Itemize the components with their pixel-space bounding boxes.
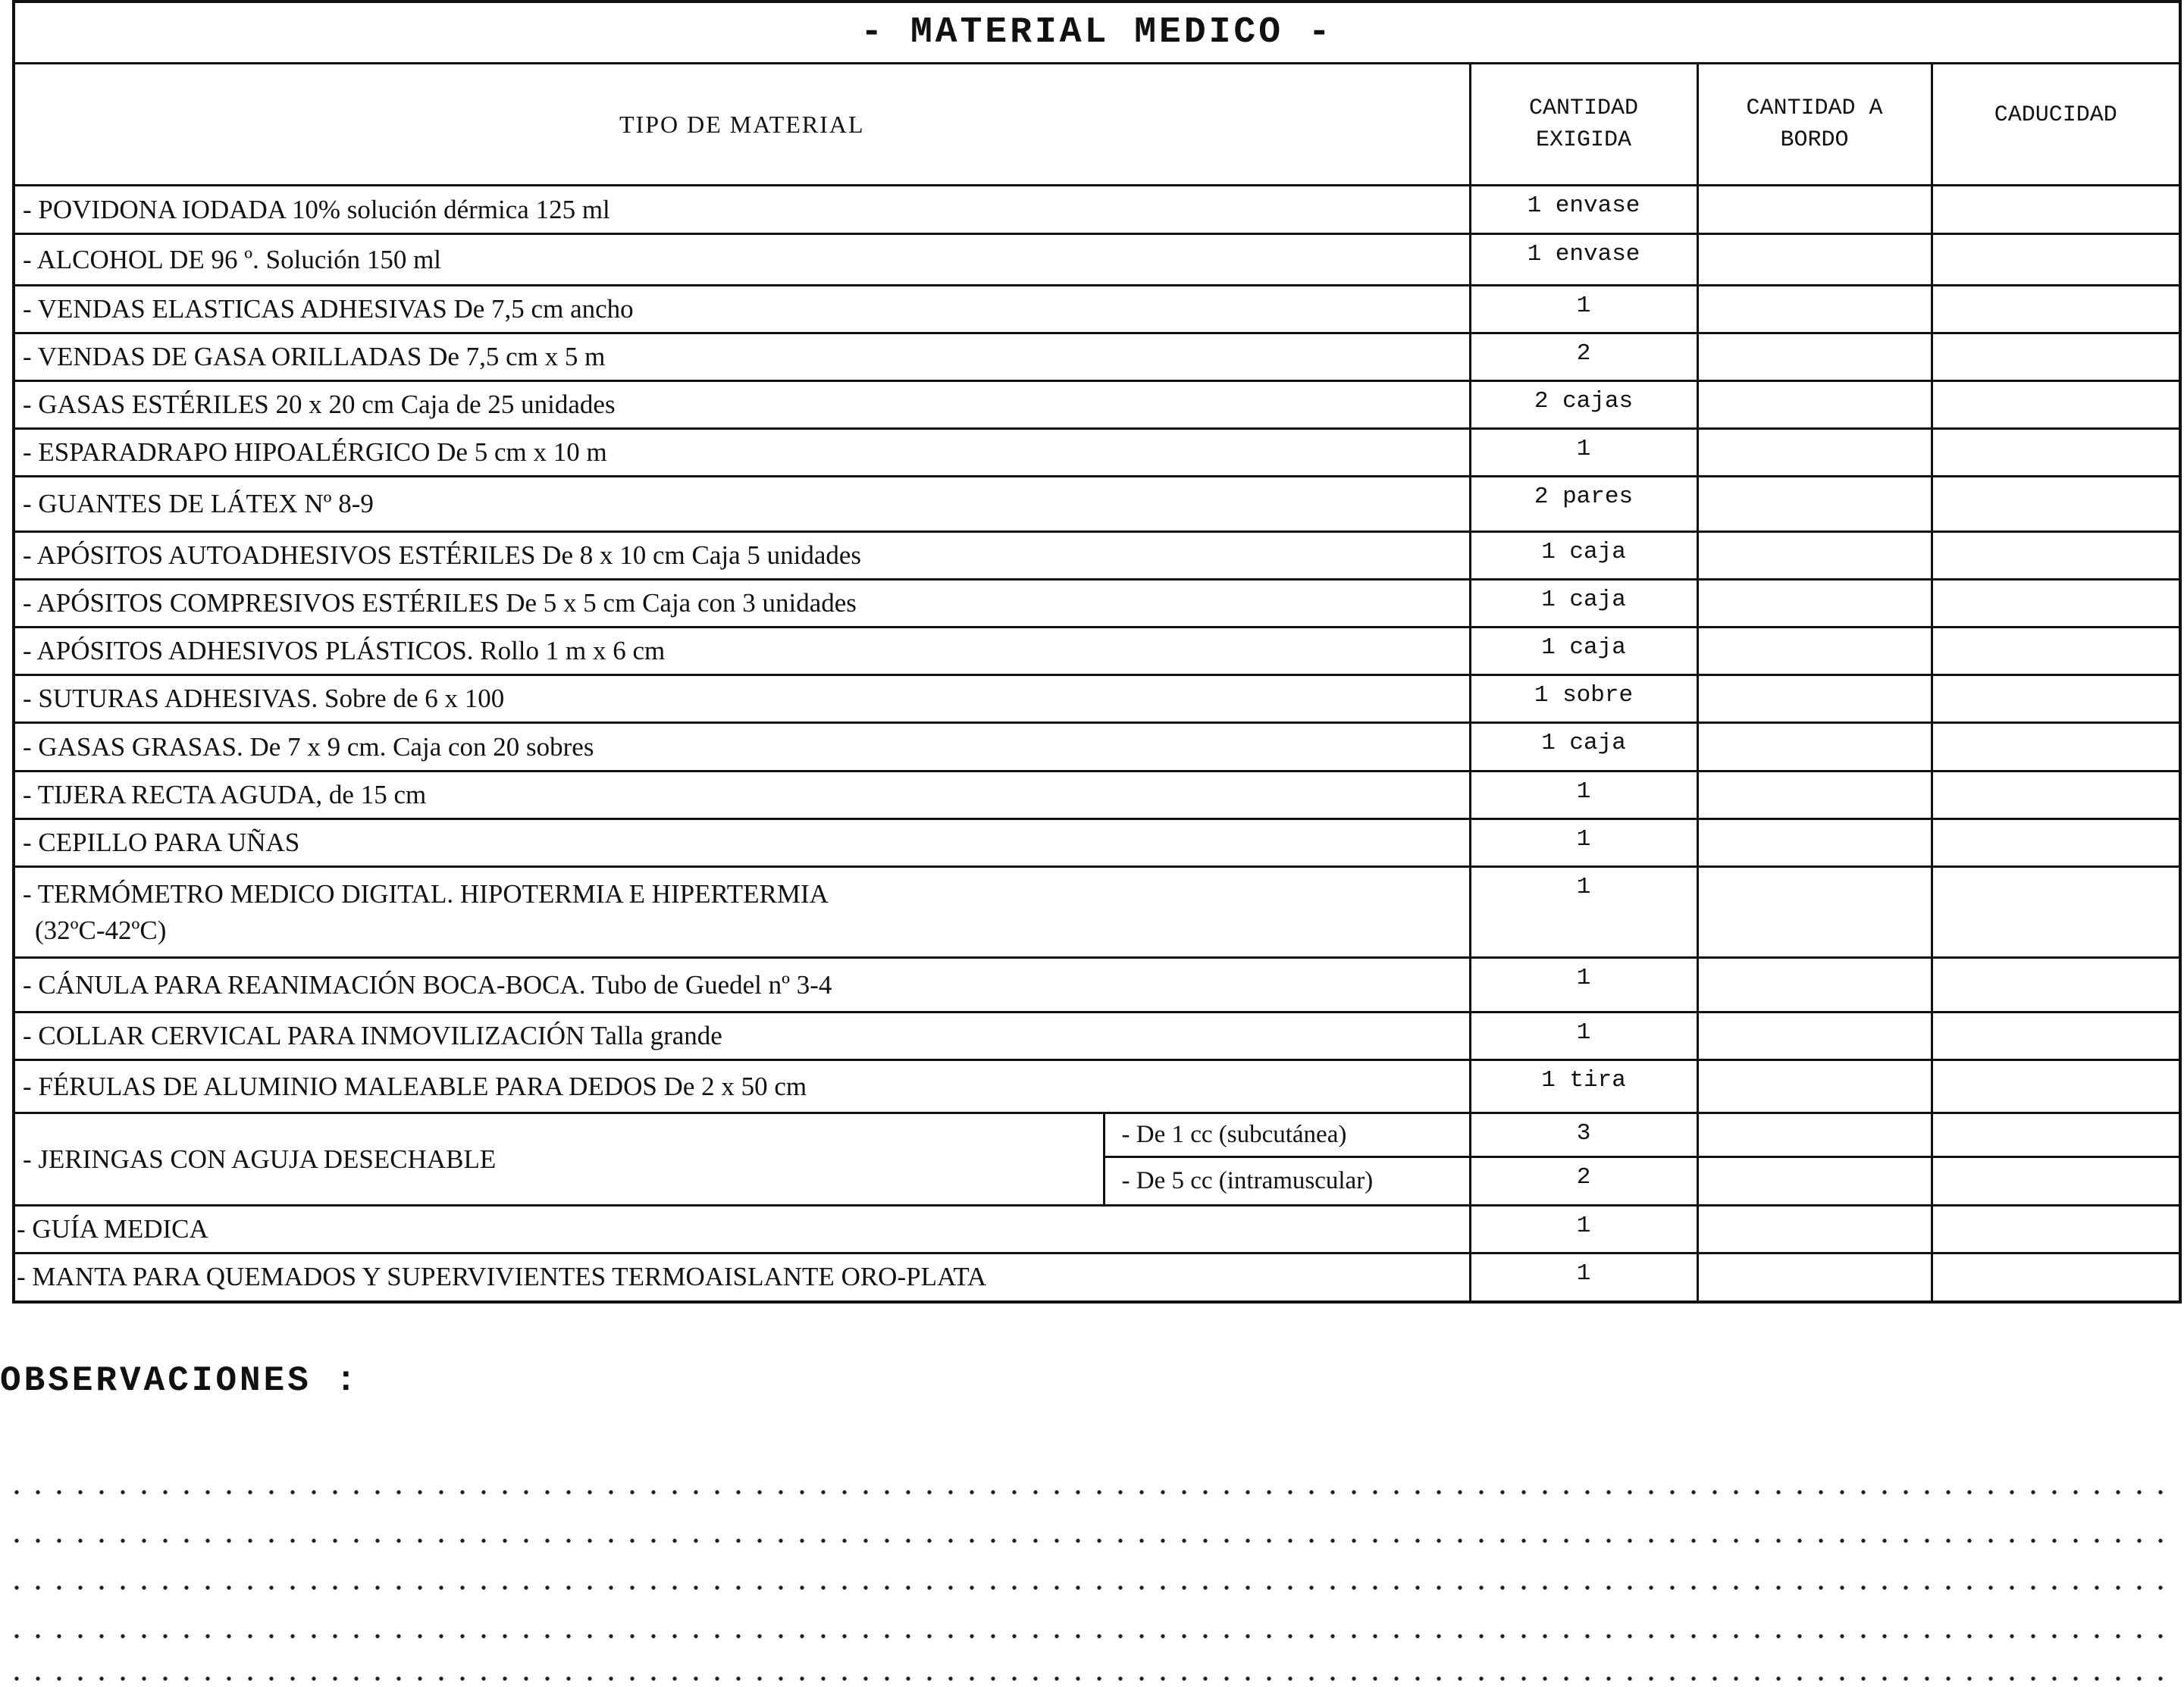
jeringas-item: - JERINGAS CON AGUJA DESECHABLE [14,1113,1104,1206]
table-row [14,772,2180,819]
table-row [14,381,2180,429]
table-row [14,675,2180,723]
cantidad-a-bordo-cell[interactable] [1697,723,1932,772]
cantidad-a-bordo-cell[interactable] [1697,1254,1932,1302]
caducidad-cell[interactable] [1932,772,2180,819]
row-item [14,867,1470,958]
table-row [14,477,2180,532]
table-row [14,1060,2180,1113]
row-qty: 1 [1470,867,1697,958]
cantidad-a-bordo-cell[interactable] [1697,186,1932,234]
caducidad-cell[interactable] [1932,1013,2180,1060]
header-cantidad-a-bordo-line2: BORDO [1780,127,1849,153]
cantidad-a-bordo-cell[interactable] [1697,381,1932,429]
row-qty: 1 [1470,958,1697,1013]
row-qty: 1 [1470,1254,1697,1302]
row-item-line2: (32ºC-42ºC) [35,915,167,945]
cantidad-a-bordo-cell[interactable] [1697,429,1932,477]
row-item: - ESPARADRAPO HIPOALÉRGICO De 5 cm x 10 m [14,429,1470,477]
caducidad-cell[interactable] [1932,628,2180,675]
cantidad-a-bordo-cell[interactable] [1697,772,1932,819]
caducidad-cell[interactable] [1932,381,2180,429]
caducidad-cell[interactable] [1932,532,2180,580]
row-qty: 1 [1470,1206,1697,1254]
caducidad-cell[interactable] [1932,675,2180,723]
table-row [14,723,2180,772]
row-item: - FÉRULAS DE ALUMINIO MALEABLE PARA DEDOS De 2 x 50 cm [14,1060,1470,1113]
caducidad-cell[interactable] [1932,1206,2180,1254]
row-item: - GUANTES DE LÁTEX Nº 8-9 [14,477,1470,532]
table-row [14,958,2180,1013]
caducidad-cell[interactable] [1932,1254,2180,1302]
row-item: - VENDAS DE GASA ORILLADAS De 7,5 cm x 5 m [14,333,1470,381]
row-qty: 1 caja [1470,532,1697,580]
row-qty: 1 envase [1470,186,1697,234]
row-item: - POVIDONA IODADA 10% solución dérmica 125 ml [14,186,1470,234]
row-item: - ALCOHOL DE 96 º. Solución 150 ml [14,234,1470,286]
table-row [14,867,2180,958]
header-caducidad: CADUCIDAD [1932,64,2180,186]
cantidad-a-bordo-cell[interactable] [1697,1206,1932,1254]
header-cantidad-exigida-line2: EXIGIDA [1535,127,1632,153]
header-cantidad-a-bordo-line1: CANTIDAD A [1746,95,1883,121]
caducidad-cell[interactable] [1932,723,2180,772]
header-tipo-material: TIPO DE MATERIAL [14,64,1470,186]
table-row [14,234,2180,286]
row-item: - GASAS ESTÉRILES 20 x 20 cm Caja de 25 unidades [14,381,1470,429]
row-item: - APÓSITOS AUTOADHESIVOS ESTÉRILES De 8 x 10 cm Caja 5 unidades [14,532,1470,580]
cantidad-a-bordo-cell[interactable] [1697,532,1932,580]
row-item: - TIJERA RECTA AGUDA, de 15 cm [14,772,1470,819]
caducidad-cell[interactable] [1932,234,2180,286]
table-row [14,186,2180,234]
caducidad-cell[interactable] [1932,477,2180,532]
observaciones-dotted-line[interactable] [6,1490,2174,1495]
row-item: - APÓSITOS COMPRESIVOS ESTÉRILES De 5 x 5 cm Caja con 3 unidades [14,580,1470,628]
caducidad-cell[interactable] [1932,867,2180,958]
row-qty: 1 tira [1470,1060,1697,1113]
table-row [14,286,2180,333]
observaciones-label: OBSERVACIONES : [0,1361,360,1401]
caducidad-cell[interactable] [1932,1060,2180,1113]
observaciones-dotted-line[interactable] [6,1676,2174,1681]
table-row-jeringas [14,1113,2180,1157]
row-qty: 2 [1470,333,1697,381]
table-row [14,532,2180,580]
caducidad-cell[interactable] [1932,819,2180,867]
cantidad-a-bordo-cell[interactable] [1697,1013,1932,1060]
row-qty: 2 [1470,1157,1697,1206]
row-qty: 1 sobre [1470,675,1697,723]
caducidad-cell[interactable] [1932,580,2180,628]
caducidad-cell[interactable] [1932,1113,2180,1157]
cantidad-a-bordo-cell[interactable] [1697,1060,1932,1113]
row-qty: 1 [1470,429,1697,477]
cantidad-a-bordo-cell[interactable] [1697,958,1932,1013]
header-cantidad-exigida-line1: CANTIDAD [1528,95,1639,121]
cantidad-a-bordo-cell[interactable] [1697,234,1932,286]
row-qty: 1 [1470,1013,1697,1060]
row-item: - CÁNULA PARA REANIMACIÓN BOCA-BOCA. Tubo de Guedel nº 3-4 [14,958,1470,1013]
header-cantidad-a-bordo [1697,64,1932,186]
cantidad-a-bordo-cell[interactable] [1697,580,1932,628]
table-row [14,429,2180,477]
row-item: - VENDAS ELASTICAS ADHESIVAS De 7,5 cm ancho [14,286,1470,333]
cantidad-a-bordo-cell[interactable] [1697,1113,1932,1157]
observaciones-dotted-line[interactable] [6,1538,2174,1543]
observaciones-dotted-line[interactable] [6,1585,2174,1590]
caducidad-cell[interactable] [1932,286,2180,333]
table-row [14,333,2180,381]
cantidad-a-bordo-cell[interactable] [1697,628,1932,675]
row-item: - SUTURAS ADHESIVAS. Sobre de 6 x 100 [14,675,1470,723]
caducidad-cell[interactable] [1932,958,2180,1013]
row-qty: 1 caja [1470,723,1697,772]
row-item: - CEPILLO PARA UÑAS [14,819,1470,867]
row-qty: 1 envase [1470,234,1697,286]
row-qty: 1 caja [1470,628,1697,675]
table-row [14,819,2180,867]
row-qty: 1 [1470,819,1697,867]
row-item: - APÓSITOS ADHESIVOS PLÁSTICOS. Rollo 1 m x 6 cm [14,628,1470,675]
cantidad-a-bordo-cell[interactable] [1697,675,1932,723]
row-item: - GASAS GRASAS. De 7 x 9 cm. Caja con 20 sobres [14,723,1470,772]
cantidad-a-bordo-cell[interactable] [1697,286,1932,333]
row-qty: 2 cajas [1470,381,1697,429]
caducidad-cell[interactable] [1932,1157,2180,1206]
caducidad-cell[interactable] [1932,429,2180,477]
material-table [12,0,2182,1304]
table-row [14,1013,2180,1060]
observaciones-dotted-line[interactable] [6,1634,2174,1638]
cantidad-a-bordo-cell[interactable] [1697,819,1932,867]
cantidad-a-bordo-cell[interactable] [1697,1157,1932,1206]
title-row [14,2,2180,64]
cantidad-a-bordo-cell[interactable] [1697,477,1932,532]
table-row [14,580,2180,628]
row-qty: 1 caja [1470,580,1697,628]
table-row [14,628,2180,675]
cantidad-a-bordo-cell[interactable] [1697,867,1932,958]
row-item-line1: - TERMÓMETRO MEDICO DIGITAL. HIPOTERMIA E HIPERTERMIA [23,878,829,909]
row-qty: 2 pares [1470,477,1697,532]
jeringas-option: - De 5 cc (intramuscular) [1104,1157,1470,1206]
table-row [14,1254,2180,1302]
row-item: - GUÍA MEDICA [14,1206,1470,1254]
row-qty: 3 [1470,1113,1697,1157]
table-title: - MATERIAL MEDICO - [14,2,2180,64]
material-medico-sheet [12,0,2179,1304]
caducidad-cell[interactable] [1932,186,2180,234]
header-row [14,64,2180,186]
table-row [14,1206,2180,1254]
row-item: - COLLAR CERVICAL PARA INMOVILIZACIÓN Talla grande [14,1013,1470,1060]
row-qty: 1 [1470,286,1697,333]
row-item: - MANTA PARA QUEMADOS Y SUPERVIVIENTES TERMOAISLANTE ORO-PLATA [14,1254,1470,1302]
caducidad-cell[interactable] [1932,333,2180,381]
header-cantidad-exigida [1470,64,1697,186]
jeringas-option: - De 1 cc (subcutánea) [1104,1113,1470,1157]
row-qty: 1 [1470,772,1697,819]
cantidad-a-bordo-cell[interactable] [1697,333,1932,381]
